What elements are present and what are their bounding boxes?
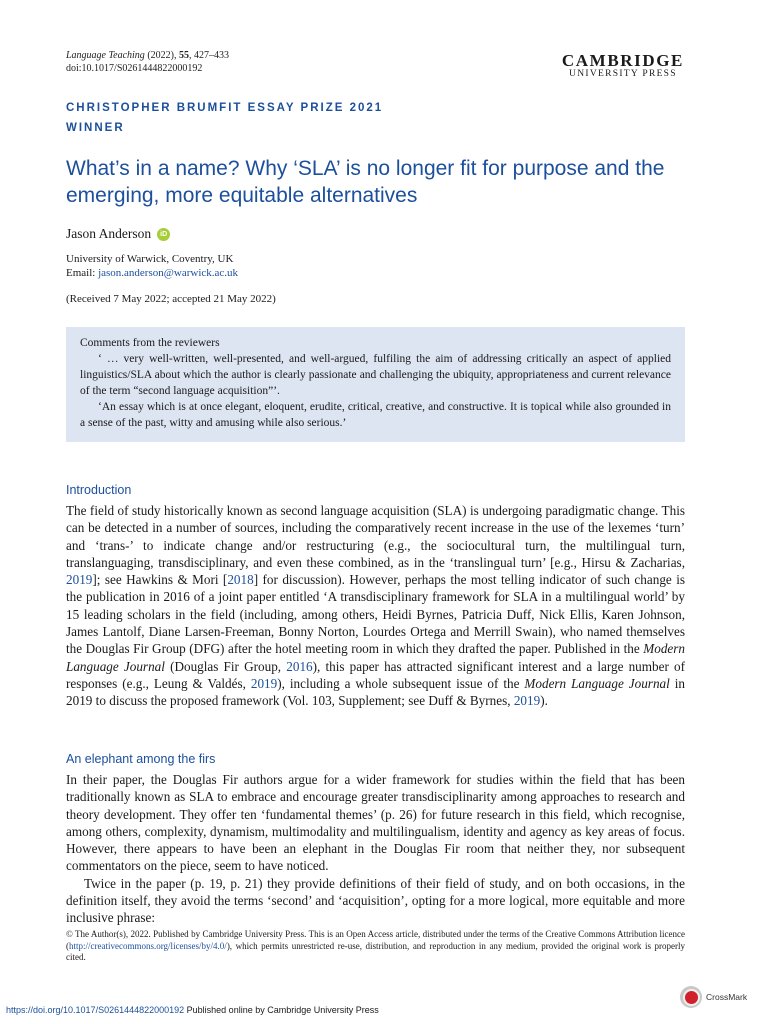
article-title: What’s in a name? Why ‘SLA’ is no longer fit for purpose and the emerging, more equitable alternatives bbox=[66, 157, 665, 207]
journal-pages: , 427–433 bbox=[188, 50, 229, 61]
journal-doi: doi:10.1017/S0261444822000192 bbox=[66, 63, 203, 74]
reviewer-heading: Comments from the reviewers bbox=[80, 337, 220, 349]
doi-footer bbox=[6, 1005, 379, 1015]
author-line bbox=[66, 226, 170, 242]
crossmark-label: CrossMark bbox=[706, 992, 748, 1002]
author-name: Jason Anderson bbox=[66, 226, 152, 241]
crossmark-icon[interactable] bbox=[680, 986, 702, 1008]
published-online: Published online by Cambridge University Press bbox=[184, 1005, 379, 1015]
journal-year: (2022), bbox=[144, 50, 179, 61]
affiliation: University of Warwick, Coventry, UK bbox=[66, 253, 234, 265]
section-heading-introduction: Introduction bbox=[66, 483, 132, 497]
journal-citation bbox=[66, 49, 229, 75]
affiliation-block bbox=[66, 252, 238, 280]
doi-link[interactable]: https://doi.org/10.1017/S0261444822000192 bbox=[6, 1005, 185, 1015]
reviewer-comment-2: ‘An essay which is at once elegant, eloquent, erudite, critical, creative, and constructive. It is topical while also grounded in a sense of the past, witty and amusing while also serious.’ bbox=[80, 401, 671, 429]
journal-volume: 55 bbox=[178, 50, 189, 61]
publisher-logo-sub: UNIVERSITY PRESS bbox=[569, 69, 677, 79]
citation-link[interactable]: 2019 bbox=[250, 675, 278, 691]
received-dates: (Received 7 May 2022; accepted 21 May 2022) bbox=[66, 293, 276, 305]
orcid-icon[interactable]: iD bbox=[157, 228, 170, 241]
copyright-footnote: © The Author(s), 2022. Published by Cambridge University Press. This is an Open Access article, distributed under the terms of the Creative Commons Attribution licence (http://creativecommons.org/licenses/by/4.0/), which permits unrestricted re-use, distribution, and reproduction in any medium, provided the original work is properly cited. bbox=[66, 929, 685, 962]
prize-status: WINNER bbox=[66, 122, 125, 134]
publisher-logo-main: CAMBRIDGE bbox=[561, 51, 684, 70]
publisher-logo bbox=[562, 52, 684, 80]
email-link[interactable]: jason.anderson@warwick.ac.uk bbox=[98, 267, 239, 279]
citation-link[interactable]: 2018 bbox=[227, 572, 254, 588]
elephant-section-body bbox=[66, 771, 685, 927]
citation-link[interactable]: 2019 bbox=[66, 572, 93, 588]
license-link[interactable]: http://creativecommons.org/licenses/by/4.0/ bbox=[69, 940, 227, 951]
reviewer-comment-1: ‘ … very well-written, well-presented, and well-argued, fulfiling the aim of addressing critically an aspect of applied linguistics/SLA about which the author is clearly passionate and challenging the ubiquity, appropriateness and current relevance of the term “second language acquisition”’. bbox=[80, 353, 671, 397]
prize-name: CHRISTOPHER BRUMFIT ESSAY PRIZE 2021 bbox=[66, 102, 384, 114]
email-label: Email: bbox=[66, 267, 99, 279]
section-heading-elephant: An elephant among the firs bbox=[66, 752, 216, 766]
elephant-paragraph-1: In their paper, the Douglas Fir authors argue for a wider framework for studies within the field that has been traditionally known as SLA to embrace and encourage greater transdisciplinarity among approaches to research and theory development. They offer ten ‘fundamental themes’ (p. 26) for future research in this field, which recognise, among others, complexity, dynamism, multimodality and multilingualism, identity and agency as key areas of focus. However, there appears to have been an elephant in the Douglas Fir room that neither they, nor subsequent commentators on the piece, seem to have noticed. bbox=[66, 772, 685, 874]
reviewer-comments-box bbox=[66, 327, 685, 442]
elephant-paragraph-2: Twice in the paper (p. 19, p. 21) they provide definitions of their field of study, and on both occasions, in the definition itself, they avoid the terms ‘second’ and ‘acquisition’, opting for a more logical, more equitable and more inclusive phrase: bbox=[66, 875, 685, 926]
introduction-paragraph: The field of study historically known as second language acquisition (SLA) is undergoing paradigmatic change. This can be detected in a number of sources, including the comparatively recent increase in the use of the lexemes ‘turn’ and ‘trans-’ to indicate change and/or restructuring (e.g., the sociocultural turn, the multilingual turn, translanguaging, transdisciplinary, and even these combined, as in the ‘translingual turn’ [e.g., Hirsu & Zacharias, 2019]; see Hawkins & Mori [2018] for discussion). However, perhaps the most telling indicator of such change is the publication in 2016 of a joint paper entitled ‘A transdisciplinary framework for SLA in a multilingual world’ by 15 leading scholars in the field (including, among others, Heidi Byrnes, Patricia Duff, Nick Ellis, Karen Johnson, James Lantolf, Diane Larsen-Freeman, Bonny Norton, Lourdes Ortega and Merrill Swain), who named themselves the Douglas Fir Group (DFG) after the hotel meeting room in which they drafted the paper. Published in the Modern Language Journal (Douglas Fir Group, 2016), this paper has attracted significant interest and a large number of responses (e.g., Leung & Valdés, 2019), including a whole subsequent issue of the Modern Language Journal in 2019 to discuss the proposed framework (Vol. 103, Supplement; see Duff & Byrnes, 2019). bbox=[66, 503, 685, 709]
citation-link[interactable]: 2016 bbox=[286, 658, 313, 674]
prize-label bbox=[66, 98, 383, 138]
citation-link[interactable]: 2019 bbox=[513, 693, 541, 709]
crossmark-badge[interactable] bbox=[680, 986, 747, 1008]
journal-name: Language Teaching bbox=[66, 50, 145, 61]
